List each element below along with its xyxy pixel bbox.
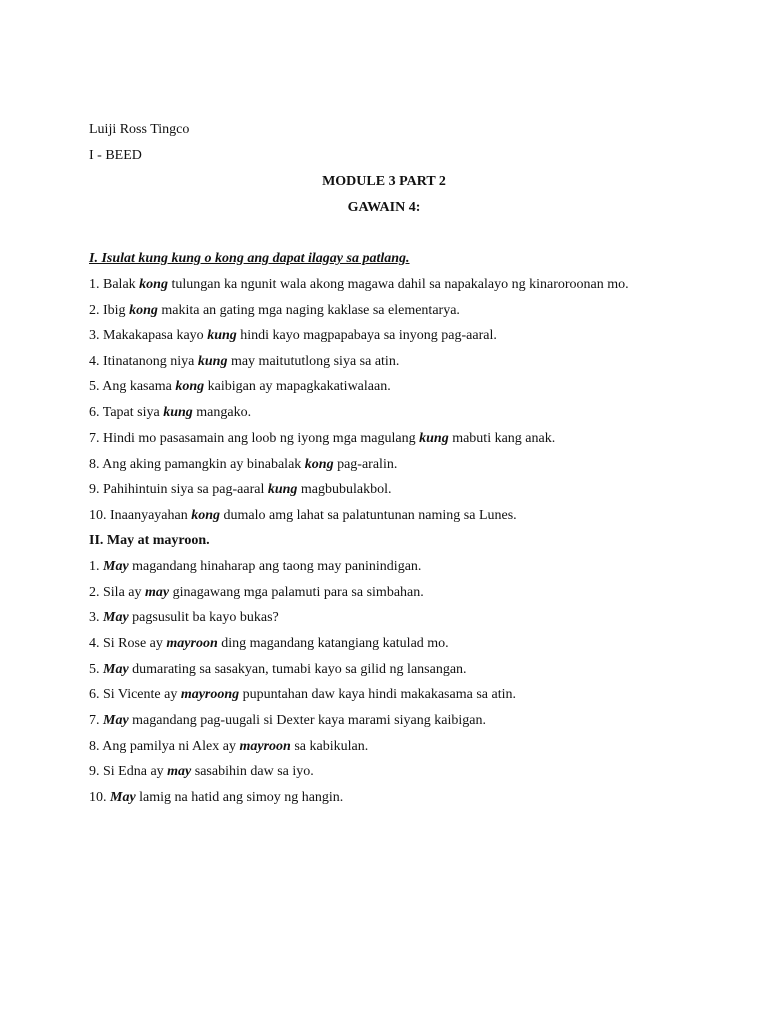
answer: kung xyxy=(207,328,237,343)
answer: kung xyxy=(419,431,449,446)
part2-item-3 xyxy=(89,609,279,627)
item-suffix: lamig na hatid ang simoy ng hangin. xyxy=(135,790,344,805)
item-prefix: 10. Inaanyayahan xyxy=(89,508,192,523)
item-prefix: 2. Sila ay xyxy=(89,585,145,600)
item-prefix: 5. xyxy=(89,662,103,677)
answer: kung xyxy=(163,405,193,420)
part2-item-8 xyxy=(89,738,368,756)
item-prefix: 6. Tapat siya xyxy=(89,405,164,420)
item-suffix: pupuntahan daw kaya hindi makakasama sa atin. xyxy=(239,687,516,702)
part1-item-2 xyxy=(89,302,460,320)
answer: May xyxy=(103,559,129,574)
item-suffix: may maitututlong siya sa atin. xyxy=(227,354,400,369)
item-suffix: pagsusulit ba kayo bukas? xyxy=(128,610,279,625)
item-suffix: magandang pag-uugali si Dexter kaya marami siyang kaibigan. xyxy=(128,713,486,728)
item-prefix: 3. xyxy=(89,610,103,625)
answer: May xyxy=(103,713,129,728)
item-prefix: 9. Pahihintuin siya sa pag-aaral xyxy=(89,482,268,497)
part1-item-9 xyxy=(89,481,392,499)
part1-item-4 xyxy=(89,353,399,371)
item-suffix: sasabihin daw sa iyo. xyxy=(191,764,314,779)
answer: may xyxy=(167,764,192,779)
answer: mayroon xyxy=(239,739,291,754)
part2-item-10 xyxy=(89,789,343,807)
part2-item-4 xyxy=(89,635,449,653)
part1-item-10 xyxy=(89,507,517,525)
item-prefix: 7. xyxy=(89,713,103,728)
item-suffix: hindi kayo magpapabaya sa inyong pag-aaral. xyxy=(236,328,497,343)
part2-item-2 xyxy=(89,584,424,602)
part2-item-6 xyxy=(89,686,516,704)
item-suffix: mabuti kang anak. xyxy=(448,431,556,446)
item-prefix: 1. xyxy=(89,559,103,574)
part1-item-7 xyxy=(89,430,555,448)
part1-item-5 xyxy=(89,378,391,396)
item-prefix: 4. Itinatanong niya xyxy=(89,354,198,369)
section-label: I - BEED xyxy=(89,148,142,163)
item-prefix: 6. Si Vicente ay xyxy=(89,687,181,702)
answer: may xyxy=(145,585,170,600)
part2-item-9 xyxy=(89,763,314,781)
answer: mayroon xyxy=(166,636,218,651)
item-prefix: 8. Ang pamilya ni Alex ay xyxy=(89,739,240,754)
answer: kung xyxy=(267,482,298,497)
answer: mayroong xyxy=(180,687,240,702)
answer: kong xyxy=(191,508,221,523)
item-prefix: 9. Si Edna ay xyxy=(89,764,168,779)
part1-item-1 xyxy=(89,276,629,294)
module-title: MODULE 3 PART 2 xyxy=(322,174,446,189)
item-suffix: magbubulakbol. xyxy=(297,482,392,497)
answer: kung xyxy=(197,354,228,369)
part2-item-5 xyxy=(89,661,467,679)
item-prefix: 7. Hindi mo pasasamain ang loob ng iyong mga magulang xyxy=(89,431,420,446)
part2-item-1 xyxy=(89,558,421,576)
item-prefix: 4. Si Rose ay xyxy=(89,636,167,651)
item-prefix: 10. xyxy=(89,790,110,805)
part1-item-8 xyxy=(89,456,397,474)
item-suffix: kaibigan ay mapagkakatiwalaan. xyxy=(204,379,391,394)
activity-title: GAWAIN 4: xyxy=(347,200,421,215)
item-prefix: 8. Ang aking pamangkin ay binabalak xyxy=(89,457,305,472)
item-suffix: tulungan ka ngunit wala akong magawa dahil sa napakalayo ng kinaroroonan mo. xyxy=(167,277,629,292)
answer: May xyxy=(110,790,136,805)
part1-heading: I. Isulat kung kung o kong ang dapat ilagay sa patlang. xyxy=(89,251,410,266)
item-suffix: mangako. xyxy=(192,405,252,420)
answer: kong xyxy=(139,277,168,292)
item-prefix: 3. Makakapasa kayo xyxy=(89,328,208,343)
item-suffix: makita an gating mga naging kaklase sa elementarya. xyxy=(157,303,460,318)
item-suffix: ding magandang katangiang katulad mo. xyxy=(217,636,449,651)
author-name: Luiji Ross Tingco xyxy=(89,122,190,137)
answer: May xyxy=(103,610,129,625)
item-suffix: sa kabikulan. xyxy=(290,739,369,754)
part2-item-7 xyxy=(89,712,486,730)
item-suffix: dumarating sa sasakyan, tumabi kayo sa gilid ng lansangan. xyxy=(128,662,467,677)
part1-item-6 xyxy=(89,404,251,422)
answer: kong xyxy=(129,303,158,318)
item-prefix: 2. Ibig xyxy=(89,303,130,318)
item-suffix: dumalo amg lahat sa palatuntunan naming sa Lunes. xyxy=(220,508,517,523)
item-prefix: 1. Balak xyxy=(89,277,140,292)
item-prefix: 5. Ang kasama xyxy=(89,379,176,394)
item-suffix: magandang hinaharap ang taong may paninindigan. xyxy=(128,559,422,574)
answer: May xyxy=(103,662,129,677)
item-suffix: ginagawang mga palamuti para sa simbahan. xyxy=(169,585,424,600)
answer: kong xyxy=(304,457,334,472)
part2-heading: II. May at mayroon. xyxy=(89,533,210,548)
answer: kong xyxy=(175,379,205,394)
part1-item-3 xyxy=(89,327,497,345)
item-suffix: pag-aralin. xyxy=(333,457,398,472)
